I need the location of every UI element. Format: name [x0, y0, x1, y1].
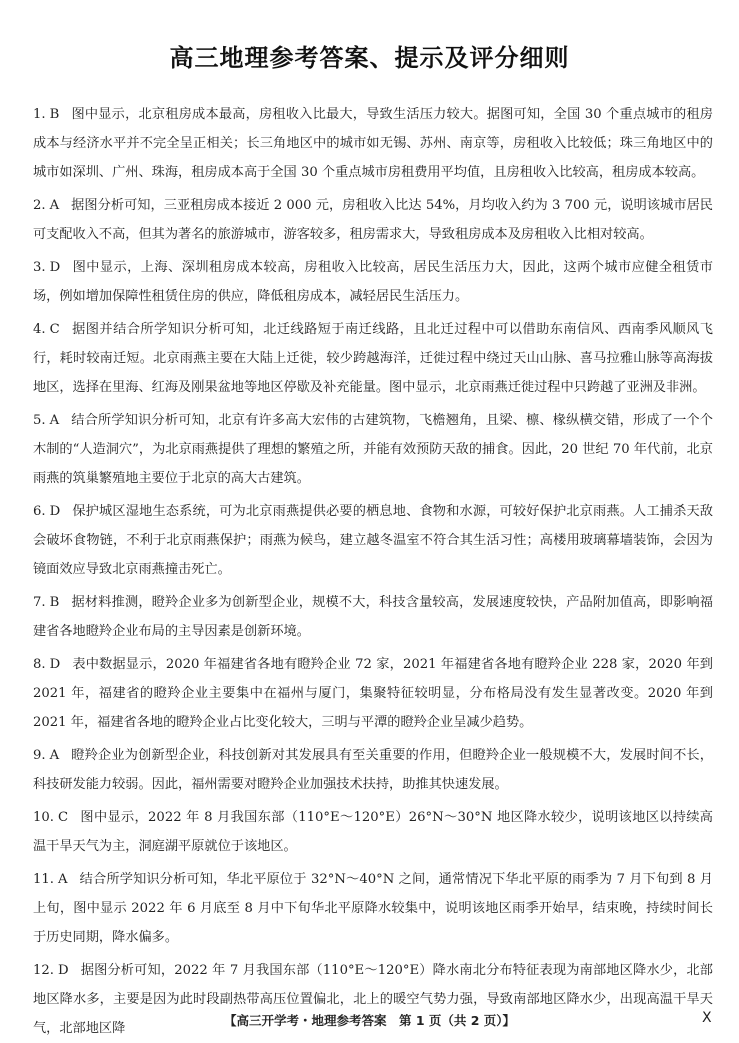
item-text: 据图分析可知，2022 年 7 月我国东部（110°E～120°E）降水南北分布特征表现为南部地区降水少，北部地区降水多，主要是因为此时段副热带高压位置偏北，北上的暖空气势力强，导致南部地区降水少，出现高温干旱天气，北部地区降: [33, 963, 713, 1036]
item-number: 10.: [33, 810, 54, 825]
answer-list: [33, 100, 713, 1043]
item-answer: A: [49, 413, 60, 428]
list-item: [33, 803, 713, 861]
item-text: 图中显示，北京租房成本最高，房租收入比最大，导致生活压力较大。据图可知，全国 30 个重点城市的租房成本与经济水平并不完全呈正相关；长三角地区中的城市如无锡、苏州、南京等，房租收入比较低；珠三角地区中的城市如深圳、广州、珠海，租房成本高于全国 30 个重点城市房租费用平均值，且房租收入比较高，租房成本较高。: [33, 107, 713, 180]
item-answer: D: [49, 260, 61, 275]
page-title: 高三地理参考答案、提示及评分细则: [169, 44, 570, 72]
list-item: [33, 865, 713, 952]
footer-mark: X: [702, 1010, 712, 1026]
item-answer: D: [49, 657, 61, 672]
item-number: 11.: [33, 872, 54, 887]
item-answer: A: [57, 872, 68, 887]
item-text: 图中显示，2022 年 8 月我国东部（110°E～120°E）26°N～30°N 地区降水较少，说明该地区以持续高温干旱天气为主，洞庭湖平原就位于该地区。: [33, 810, 713, 854]
item-number: 2.: [33, 198, 46, 213]
item-number: 4.: [33, 322, 46, 337]
list-item: [33, 650, 713, 737]
item-text: 结合所学知识分析可知，北京有许多高大宏伟的古建筑物，飞檐翘角，且梁、檩、椽纵横交错，形成了一个个木制的“人造洞穴”，为北京雨燕提供了理想的繁殖之所，并能有效预防天敌的捕食。因此，20 世纪 70 年代前，北京雨燕的筑巢繁殖地主要位于北京的高大古建筑。: [33, 413, 713, 486]
list-item: [33, 741, 713, 799]
list-item: [33, 191, 713, 249]
item-answer: B: [49, 107, 60, 122]
item-answer: A: [49, 198, 60, 213]
item-number: 3.: [33, 260, 46, 275]
item-number: 5.: [33, 413, 46, 428]
list-item: [33, 253, 713, 311]
item-text: 据图分析可知，三亚租房成本接近 2 000 元，房租收入比达 54%，月均收入约为 3 700 元，说明该城市居民可支配收入不高，但其为著名的旅游城市，游客较多，租房需求大，导致租房成本及房租收入比相对较高。: [33, 198, 713, 242]
item-answer: C: [49, 322, 60, 337]
list-item: [33, 100, 713, 187]
item-number: 6.: [33, 504, 46, 519]
item-answer: C: [57, 810, 69, 825]
item-text: 表中数据显示，2020 年福建省各地有瞪羚企业 72 家，2021 年福建省各地有瞪羚企业 228 家，2020 年到 2021 年，福建省的瞪羚企业主要集中在福州与厦门，集聚特征较明显，分布格局没有发生显著改变。2020 年到 2021 年，福建省各地的瞪羚企业占比变化较大，三明与平潭的瞪羚企业呈减少趋势。: [33, 657, 713, 730]
item-answer: D: [49, 504, 61, 519]
item-answer: A: [49, 748, 60, 763]
item-number: 9.: [33, 748, 46, 763]
item-text: 保护城区湿地生态系统，可为北京雨燕提供必要的栖息地、食物和水源，可较好保护北京雨燕。人工捕杀天敌会破坏食物链，不利于北京雨燕保护；雨燕为候鸟，建立越冬温室不符合其生活习性；高楼用玻璃幕墙装饰，会因为镜面效应导致北京雨燕撞击死亡。: [33, 504, 713, 577]
list-item: [33, 956, 713, 1043]
item-number: 8.: [33, 657, 46, 672]
list-item: [33, 497, 713, 584]
item-text: 瞪羚企业为创新型企业，科技创新对其发展具有至关重要的作用，但瞪羚企业一般规模不大，发展时间不长，科技研发能力较弱。因此，福州需要对瞪羚企业加强技术扶持，助推其快速发展。: [33, 748, 713, 792]
list-item: [33, 406, 713, 493]
list-item: [33, 315, 713, 402]
item-answer: B: [49, 595, 60, 610]
page-footer: 【高三开学考・地理参考答案 第 1 页（共 2 页）】: [223, 1013, 516, 1028]
item-text: 据图并结合所学知识分析可知，北迁线路短于南迁线路，且北迁过程中可以借助东南信风、西南季风顺风飞行，耗时较南迁短。北京雨燕主要在大陆上迁徙，较少跨越海洋，迁徙过程中绕过天山山脉、喜马拉雅山脉等高海拔地区，选择在里海、红海及刚果盆地等地区停歇及补充能量。图中显示，北京雨燕迁徙过程中只跨越了亚洲及非洲。: [33, 322, 713, 395]
item-number: 1.: [33, 107, 46, 122]
item-answer: D: [57, 963, 69, 978]
item-number: 12.: [33, 963, 54, 978]
item-number: 7.: [33, 595, 46, 610]
list-item: [33, 588, 713, 646]
item-text: 结合所学知识分析可知，华北平原位于 32°N～40°N 之间，通常情况下华北平原的雨季为 7 月下旬到 8 月上旬，图中显示 2022 年 6 月底至 8 月中下旬华北平原降水较集中，说明该地区雨季开始早，结束晚，持续时间长于历史同期，降水偏多。: [33, 872, 713, 945]
item-text: 图中显示，上海、深圳租房成本较高，房租收入比较高，居民生活压力大，因此，这两个城市应健全租赁市场，例如增加保障性租赁住房的供应，降低租房成本，减轻居民生活压力。: [33, 260, 713, 304]
item-text: 据材料推测，瞪羚企业多为创新型企业，规模不大，科技含量较高，发展速度较快，产品附加值高，即影响福建省各地瞪羚企业布局的主导因素是创新环境。: [33, 595, 713, 639]
